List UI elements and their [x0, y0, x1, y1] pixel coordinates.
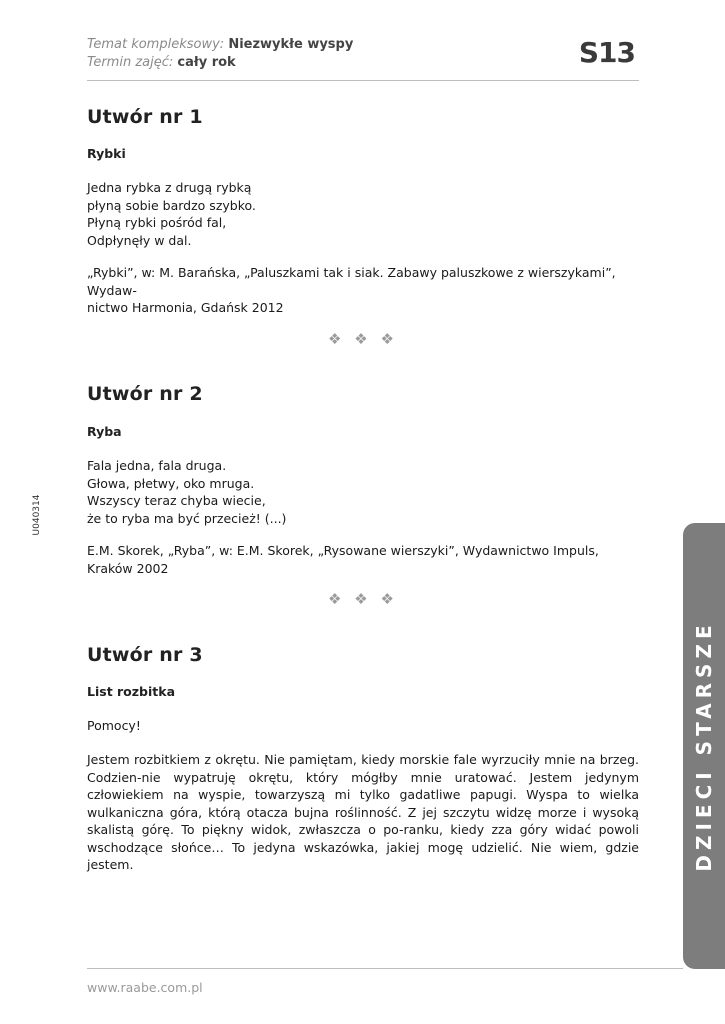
- section-3-title: Utwór nr 3: [87, 644, 203, 666]
- header-divider: [87, 80, 639, 81]
- page-code: S13: [578, 36, 635, 69]
- poem-line: Fala jedna, fala druga.: [87, 458, 227, 473]
- letter-greeting: Pomocy!: [87, 718, 141, 733]
- poem-line: Odpłynęły w dal.: [87, 232, 192, 248]
- section-1-source: [87, 264, 639, 317]
- poem-line: Głowa, płetwy, oko mruga.: [87, 475, 255, 491]
- poem-line: Jedna rybka z drugą rybką: [87, 180, 252, 195]
- poem-line: płyną sobie bardzo szybko.: [87, 197, 256, 213]
- poem-line: Wszyscy teraz chyba wiecie,: [87, 493, 266, 508]
- topic-label: Temat kompleksowy:: [87, 37, 225, 52]
- section-3-subtitle: List rozbitka: [87, 684, 176, 699]
- topic-line: [87, 36, 353, 54]
- footer-url: www.raabe.com.pl: [87, 980, 203, 995]
- section-1-title: Utwór nr 1: [87, 106, 203, 128]
- poem-line: Płyną rybki pośród fal,: [87, 215, 227, 230]
- section-2-poem: [87, 457, 286, 527]
- letter-body: Jestem rozbitkiem z okrętu. Nie pamiętam, kiedy morskie fale wyrzuciły mnie na brzeg. Codzien-nie wypatruję okrętu, który mógłby mnie uratować. Jestem jedynym człowiekiem na wyspie, towarzyszą mi tylko gadatliwe papugi. Wyspa to wielka wulkaniczna góra, którą otacza bujna roślinność. Z jej szczytu widzę morze i wysoką skalistą górę. To piękny widok, zwłaszcza o po-ranku, kiedy zza góry widać powoli wschodzące słońce… To jedyna wskazówka, jakiej mogę udzielić. Nie wiem, gdzie jestem.: [87, 752, 639, 872]
- source-line: nictwo Harmonia, Gdańsk 2012: [87, 300, 284, 315]
- page-header: [87, 36, 353, 72]
- source-line: „Rybki”, w: M. Barańska, „Paluszkami tak i siak. Zabawy paluszkowe z wierszykami”, Wydaw-: [87, 265, 616, 298]
- section-2-subtitle: Ryba: [87, 424, 122, 439]
- term-value: cały rok: [177, 55, 236, 70]
- term-line: [87, 54, 353, 72]
- footer-divider: [87, 968, 683, 969]
- category-tab-label: DZIECI STARSZE: [692, 620, 716, 872]
- term-label: Termin zajęć:: [87, 55, 174, 70]
- section-1-poem: [87, 179, 256, 249]
- section-1-subtitle: Rybki: [87, 146, 126, 161]
- document-code: U040314: [32, 494, 42, 536]
- topic-value: Niezwykłe wyspy: [228, 37, 354, 52]
- section-2-title: Utwór nr 2: [87, 383, 203, 405]
- poem-line: że to ryba ma być przecież! (...): [87, 510, 287, 526]
- source-line: E.M. Skorek, „Ryba”, w: E.M. Skorek, „Rysowane wierszyki”, Wydawnictwo Impuls, Kraków 2002: [87, 543, 599, 576]
- section-2-source: [87, 542, 639, 577]
- section-divider: ❖ ❖ ❖: [328, 330, 398, 348]
- section-divider: ❖ ❖ ❖: [328, 590, 398, 608]
- category-tab: [683, 523, 725, 969]
